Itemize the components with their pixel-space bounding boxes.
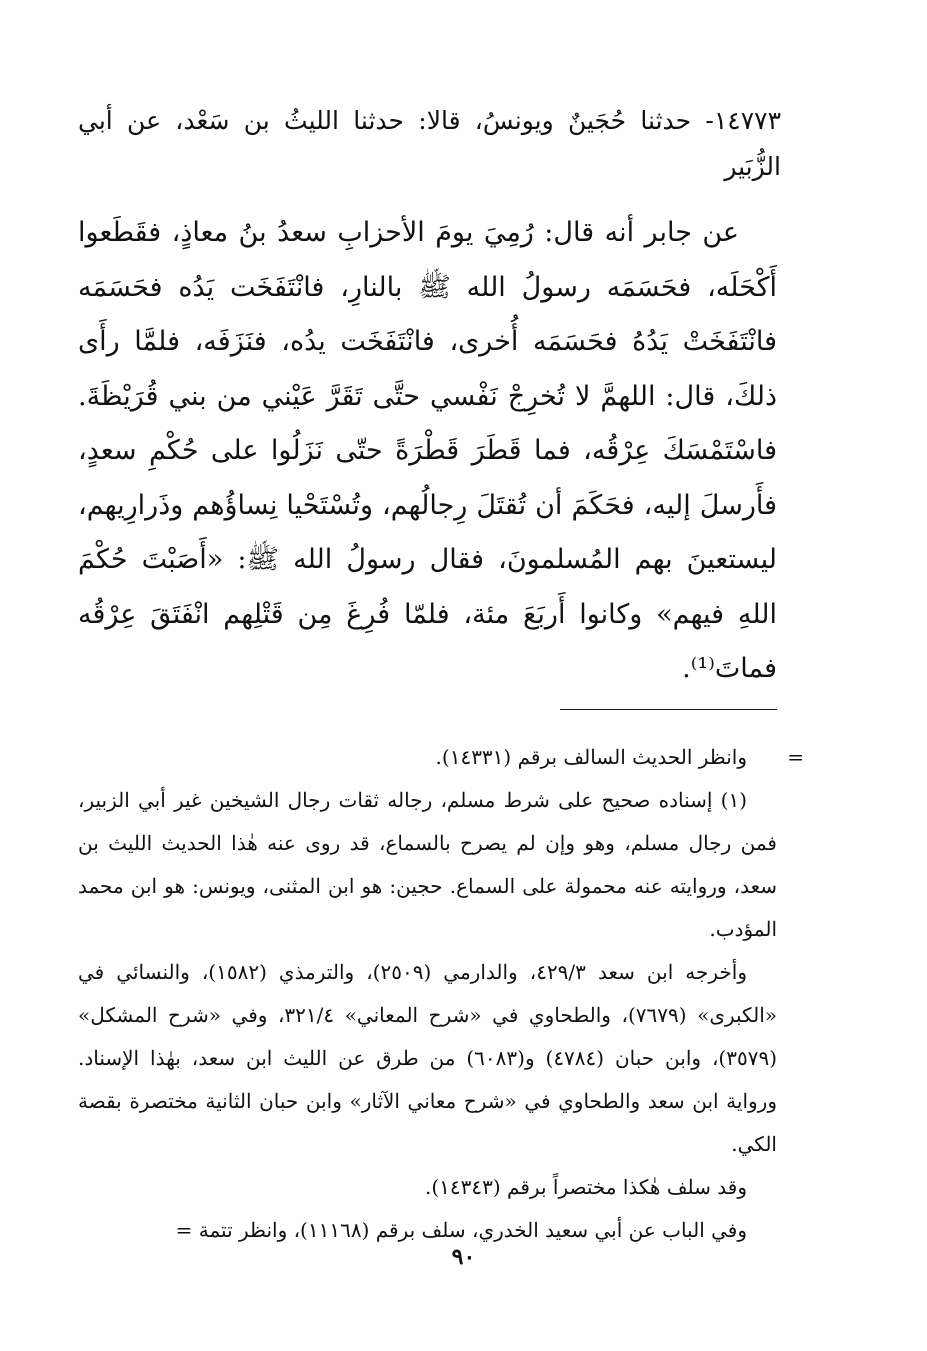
hadith-text: عن جابر أنه قال: رُمِيَ يومَ الأحزابِ سعدُ بنُ معاذٍ، فقَطَعوا أَكْحَلَه، فحَسَمَه رسولُ الله ﷺ بالنارِ، فانْتَفَخَت يَدُه فحَسَمَه فانْتَفَخَتْ يَدُهُ فحَسَمَه أُخرى، فانْتَفَخَت يدُه، فنَزَفَه، فلمَّا رأَى ذلكَ، قال: اللهمَّ لا تُخرِجْ نَفْسي حتَّى تَقَرَّ عَيْني من بني قُرَيْظَةَ. فاسْتَمْسَكَ عِرْقُه، فما قَطَرَ قَطْرَةً حتّى نَزَلُوا على حُكْمِ سعدٍ، فأَرسلَ إليه، فحَكَمَ أن تُقتَلَ رِجالُهم، وتُسْتَحْيا نِساؤُهم وذَرارِيهم، ليستعينَ بهم المُسلمونَ، فقال رسولُ الله ﷺ: «أَصَبْتَ حُكْمَ اللهِ فيهم» وكانوا أَربَعَ مئة، فلمّا فُرِغَ مِن قَتْلِهم انْفَتَقَ عِرْقُه فماتَ⁽¹⁾. <box>78 217 777 684</box>
hadith-heading: ١٤٧٧٣- حدثنا حُجَينٌ ويونسُ، قالا: حدثنا الليثُ بن سَعْد، عن أبي الزُّبَير <box>78 106 781 181</box>
footnote-chapter: وفي الباب عن أبي سعيد الخدري، سلف برقم (١١١٦٨)، وانظر تتمة = <box>175 1218 747 1242</box>
footnote-takhrij: وأخرجه ابن سعد ٤٢٩/٣، والدارمي (٢٥٠٩)، والترمذي (١٥٨٢)، والنسائي في «الكبرى» (٧٦٧٩)، والطحاوي في «شرح المعاني» ٣٢١/٤، وفي «شرح المشكل» (٣٥٧٩)، وابن حبان (٤٧٨٤) و(٦٠٨٣) من طرق عن الليث ابن سعد، بهٰذا الإسناد. ورواية ابن سعد والطحاوي في «شرح معاني الآثار» وابن حبان الثانية مختصرة بقصة الكي. <box>78 960 778 1156</box>
footnote-previous: وقد سلف هٰكذا مختصراً برقم (١٤٣٤٣). <box>425 1175 747 1199</box>
page-number: ٩٠ <box>451 1244 476 1270</box>
continuation-mark: = <box>787 745 804 769</box>
footnote-continuation-text: وانظر الحديث السالف برقم (١٤٣٣١). <box>435 745 747 769</box>
footnote-separator <box>560 709 777 710</box>
footnote-continuation <box>78 736 804 779</box>
footnote-1: (١) إسناده صحيح على شرط مسلم، رجاله ثقات رجال الشيخين غير أبي الزبير، فمن رجال مسلم، وهو وإن لم يصرح بالسماع، قد روى عنه هٰذا الحديث الليث بن سعد، وروايته عنه محمولة على السماع. حجين: هو ابن المثنى، ويونس: هو ابن محمد المؤدب. <box>78 788 777 941</box>
footnotes <box>78 736 804 1252</box>
